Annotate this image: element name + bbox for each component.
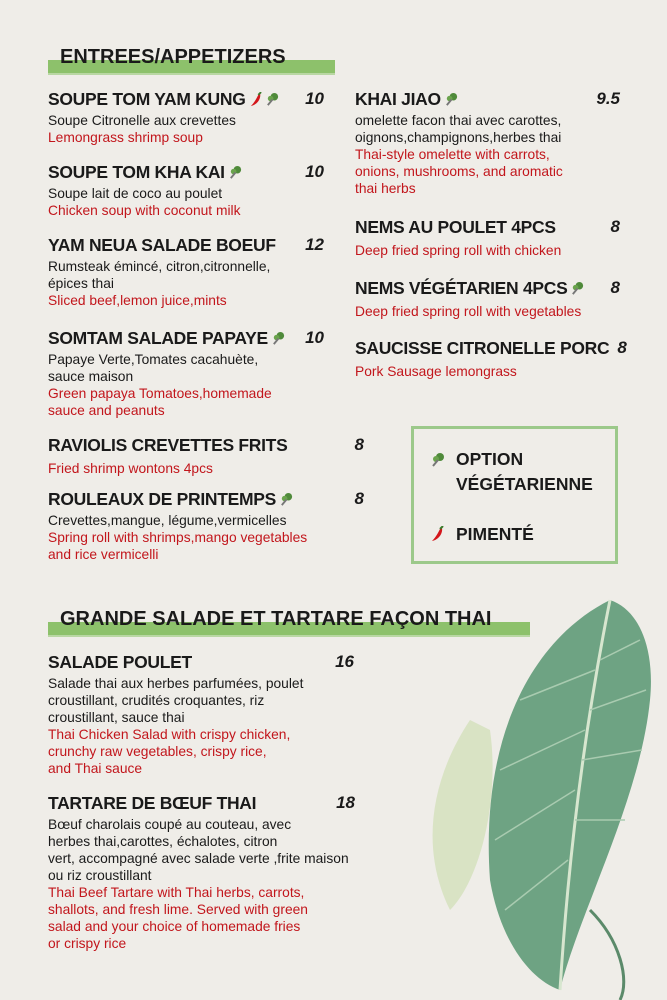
section-header-salads: GRANDE SALADE ET TARTARE FAÇON THAI — [48, 608, 530, 636]
item-description-en: Lemongrass shrimp soup — [48, 130, 203, 145]
chili-icon — [430, 526, 444, 542]
menu-item — [48, 792, 368, 952]
item-name: ROULEAUX DE PRINTEMPS — [48, 489, 277, 509]
item-title — [355, 88, 620, 110]
item-title — [355, 277, 620, 299]
item-name: SAUCISSE CITRONELLE PORC — [355, 338, 610, 358]
item-title — [48, 327, 324, 349]
menu-item — [48, 434, 368, 477]
item-description-fr: Soupe Citronelle aux crevettes — [48, 113, 236, 128]
item-name: RAVIOLIS CREVETTES FRITS — [48, 435, 288, 455]
item-name: SOUPE TOM YAM KUNG — [48, 89, 246, 109]
menu-item — [48, 488, 368, 563]
item-name: SOUPE TOM KHA KAI — [48, 162, 225, 182]
item-price: 9.5 — [596, 89, 620, 108]
item-description-en: Thai-style omelette with carrots, onions, mushrooms, and aromatic thai herbs — [355, 147, 563, 196]
item-title — [355, 337, 627, 359]
item-description-fr: Papaye Verte,Tomates cacahuète, sauce maison — [48, 352, 259, 384]
menu-item — [355, 337, 667, 380]
item-title — [48, 488, 364, 510]
veg-icon — [430, 452, 446, 468]
item-price: 8 — [610, 217, 620, 236]
item-title — [355, 216, 620, 238]
menu-item — [355, 216, 667, 259]
item-description-en: Green papaya Tomatoes,homemade sauce and peanuts — [48, 386, 272, 418]
item-description-en: Fried shrimp wontons 4pcs — [48, 461, 213, 476]
item-price: 16 — [335, 652, 354, 671]
chili-icon — [249, 92, 262, 107]
item-price: 10 — [305, 328, 324, 347]
item-description-fr: Salade thai aux herbes parfumées, poulet croustillant, crudités croquantes, riz croustillant, sauce thai — [48, 676, 304, 725]
item-description-en: Thai Chicken Salad with crispy chicken, crunchy raw vegetables, crispy rice, and Thai sauce — [48, 727, 291, 776]
item-name: NEMS AU POULET 4PCS — [355, 217, 556, 237]
item-name: NEMS VÉGÉTARIEN 4PCS — [355, 278, 568, 298]
item-price: 10 — [305, 162, 324, 181]
item-title — [48, 88, 324, 110]
menu-item — [48, 161, 368, 219]
item-title — [48, 792, 355, 814]
item-description-en: Deep fried spring roll with vegetables — [355, 304, 582, 319]
legend-spicy: PIMENTÉ — [456, 524, 534, 544]
item-name: YAM NEUA SALADE BOEUF — [48, 235, 276, 255]
item-price: 12 — [305, 235, 324, 254]
item-title — [48, 651, 354, 673]
menu-item — [48, 234, 368, 309]
veg-icon — [271, 331, 286, 346]
section-header-entrees: ENTREES/APPETIZERS — [48, 46, 335, 74]
item-price: 10 — [305, 89, 324, 108]
menu-item — [48, 651, 368, 777]
veg-icon — [265, 92, 280, 107]
item-name: TARTARE DE BŒUF THAI — [48, 793, 257, 813]
item-description-en: Sliced beef,lemon juice,mints — [48, 293, 227, 308]
item-price: 8 — [610, 278, 620, 297]
item-title — [48, 161, 324, 183]
item-price: 8 — [354, 489, 364, 508]
item-description-en: Spring roll with shrimps,mango vegetables and rice vermicelli — [48, 530, 308, 562]
item-price: 8 — [617, 338, 627, 357]
item-description-en: Pork Sausage lemongrass — [355, 364, 517, 379]
item-description-fr: Rumsteak émincé, citron,citronnelle, épices thai — [48, 259, 271, 291]
item-price: 8 — [354, 435, 364, 454]
item-description-fr: Bœuf charolais coupé au couteau, avec herbes thai,carottes, échalotes, citron vert, accompagné avec salade verte ,frite maison ou riz croustillant — [48, 817, 349, 883]
leaf-illustration — [410, 580, 660, 1000]
item-name: KHAI JIAO — [355, 89, 441, 109]
menu-item — [48, 88, 368, 146]
item-name: SOMTAM SALADE PAPAYE — [48, 328, 268, 348]
item-title — [48, 234, 324, 256]
legend-vegetarian: OPTION VÉGÉTARIENNE — [456, 449, 593, 494]
item-description-fr: Soupe lait de coco au poulet — [48, 186, 223, 201]
veg-icon — [570, 281, 585, 296]
menu-item — [48, 327, 368, 419]
item-price: 18 — [336, 793, 355, 812]
menu-item — [355, 88, 667, 197]
veg-icon — [228, 165, 243, 180]
veg-icon — [444, 92, 459, 107]
legend-box — [411, 426, 618, 564]
menu-item — [355, 277, 667, 320]
item-description-en: Chicken soup with coconut milk — [48, 203, 241, 218]
item-description-en: Thai Beef Tartare with Thai herbs, carrots, shallots, and fresh lime. Served with green salad and your choice of homemade fries or crispy rice — [48, 885, 308, 951]
item-description-en: Deep fried spring roll with chicken — [355, 243, 562, 258]
item-title — [48, 434, 364, 456]
item-description-fr: omelette facon thai avec carottes, oignons,champignons,herbes thai — [355, 113, 562, 145]
veg-icon — [279, 492, 294, 507]
item-name: SALADE POULET — [48, 652, 192, 672]
item-description-fr: Crevettes,mangue, légume,vermicelles — [48, 513, 287, 528]
